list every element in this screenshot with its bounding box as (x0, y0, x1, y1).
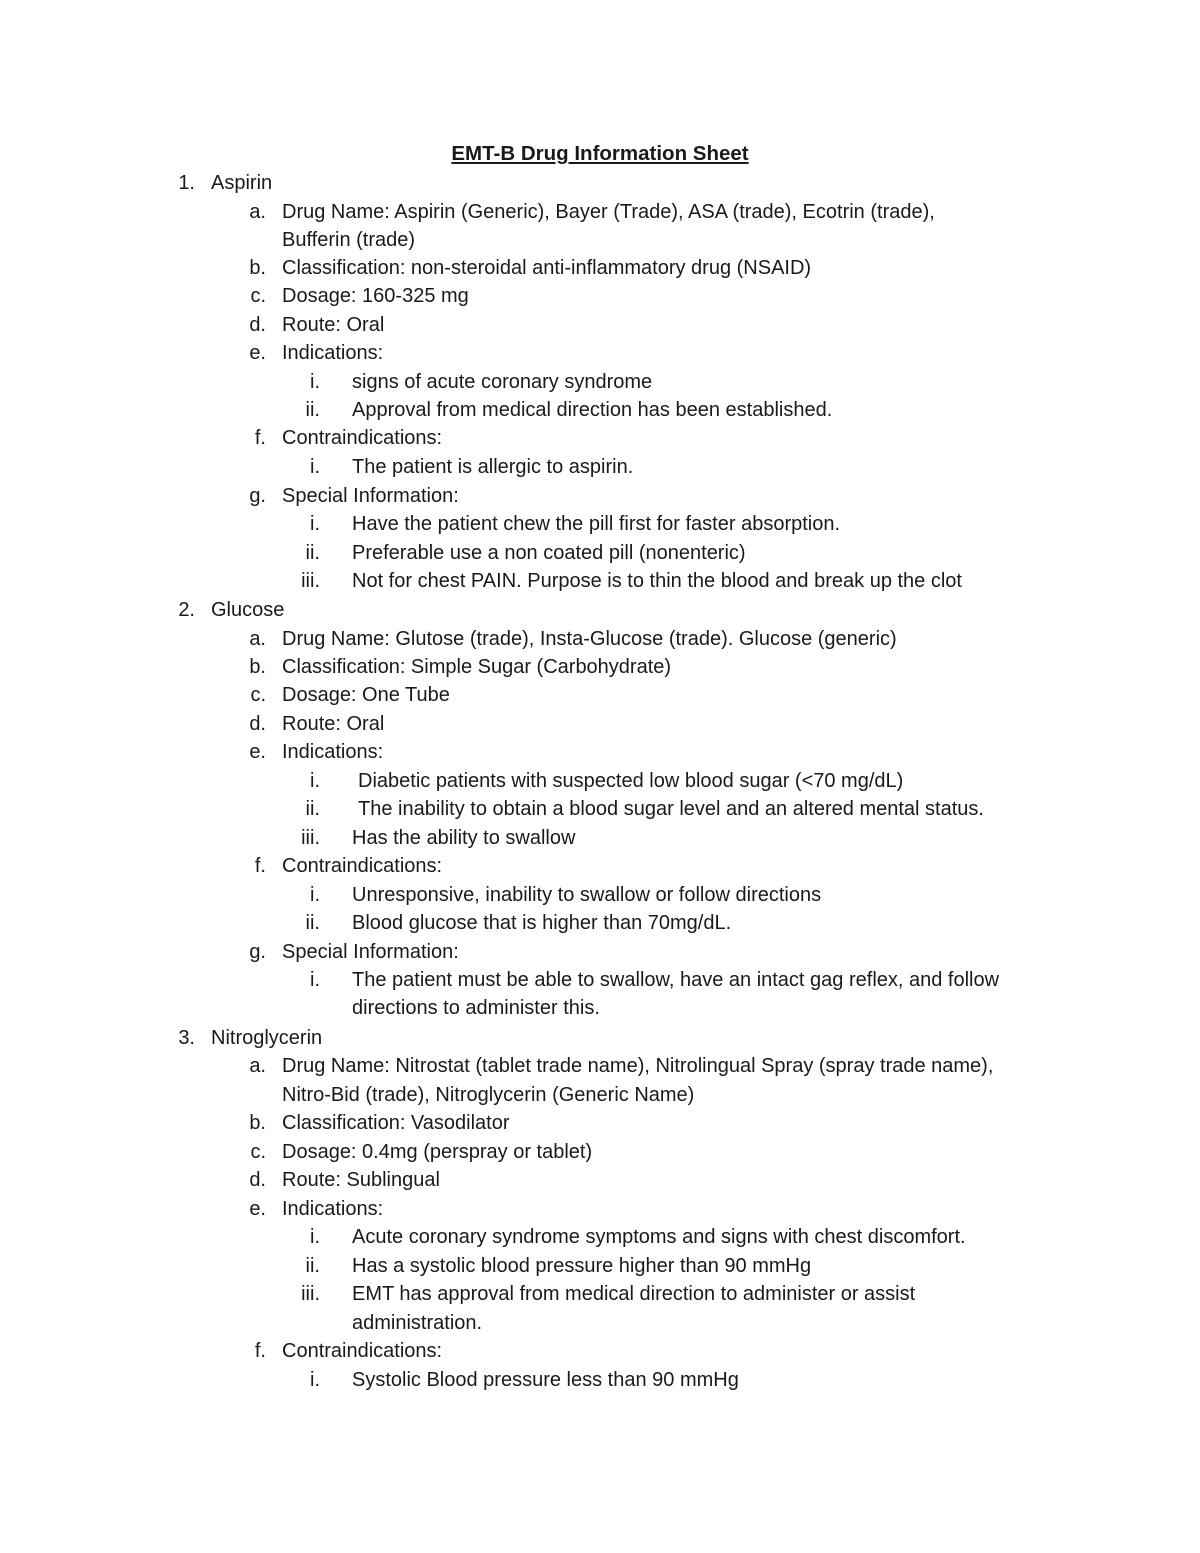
list-item-text: Contraindications: (282, 1340, 443, 1362)
list-item-text: Dosage: 0.4mg (perspray or tablet) (282, 1141, 593, 1163)
list-marker: i. (310, 513, 320, 535)
list-marker: a. (249, 628, 266, 650)
list-item-text: Route: Oral (282, 314, 385, 336)
sub-item-text: Preferable use a non coated pill (nonenteric) (352, 542, 746, 564)
list-marker: e. (249, 342, 266, 364)
list-item-text: Indications: (282, 741, 384, 763)
list-marker: f. (254, 427, 266, 449)
list-marker: a. (249, 201, 266, 223)
list-item-text: Dosage: One Tube (282, 684, 450, 706)
page-title: EMT-B Drug Information Sheet (451, 142, 749, 165)
list-marker: ii. (305, 542, 320, 564)
list-marker: i. (310, 1369, 320, 1391)
list-marker: i. (310, 371, 320, 393)
list-marker: f. (254, 1340, 266, 1362)
list-item-text: Drug Name: Nitrostat (tablet trade name), Nitrolingual Spray (spray trade name), (282, 1055, 994, 1077)
sub-item-text: Systolic Blood pressure less than 90 mmHg (352, 1369, 739, 1391)
list-item-text: Contraindications: (282, 427, 443, 449)
list-marker: i. (310, 969, 320, 991)
list-marker: 3. (178, 1027, 195, 1049)
list-marker: d. (249, 1169, 266, 1191)
sub-item-text: Not for chest PAIN. Purpose is to thin the blood and break up the clot (352, 570, 962, 592)
sub-item-continuation: administration. (352, 1312, 483, 1334)
list-marker: ii. (305, 399, 320, 421)
list-marker: c. (250, 285, 266, 307)
sub-item-text: Diabetic patients with suspected low blood sugar (<70 mg/dL) (358, 770, 904, 792)
list-marker: d. (249, 314, 266, 336)
list-item-text: Drug Name: Aspirin (Generic), Bayer (Trade), ASA (trade), Ecotrin (trade), (282, 201, 935, 223)
list-item-text: Special Information: (282, 485, 459, 507)
sub-item-text: Acute coronary syndrome symptoms and signs with chest discomfort. (352, 1226, 966, 1248)
list-item-text: Indications: (282, 1198, 384, 1220)
list-marker: g. (249, 485, 266, 507)
list-item-text: Drug Name: Glutose (trade), Insta-Glucose (trade). Glucose (generic) (282, 628, 897, 650)
list-item-continuation: Nitro-Bid (trade), Nitroglycerin (Generic Name) (282, 1084, 695, 1106)
list-marker: d. (249, 713, 266, 735)
sub-item-text: Has a systolic blood pressure higher than 90 mmHg (352, 1255, 812, 1277)
list-marker: i. (310, 884, 320, 906)
list-item-text: Dosage: 160-325 mg (282, 285, 469, 307)
drug-name: Glucose (211, 599, 285, 621)
sub-item-text: Has the ability to swallow (352, 827, 576, 849)
list-item-text: Contraindications: (282, 855, 443, 877)
sub-item-text: Unresponsive, inability to swallow or follow directions (352, 884, 822, 906)
list-item-text: Classification: non-steroidal anti-inflammatory drug (NSAID) (282, 257, 812, 279)
list-marker: ii. (305, 798, 320, 820)
list-marker: ii. (305, 912, 320, 934)
list-marker: e. (249, 1198, 266, 1220)
sub-item-text: Have the patient chew the pill first for faster absorption. (352, 513, 841, 535)
list-marker: 2. (178, 599, 195, 621)
list-item-text: Indications: (282, 342, 384, 364)
list-item-text: Route: Oral (282, 713, 385, 735)
list-marker: 1. (178, 172, 195, 194)
list-marker: iii. (301, 827, 320, 849)
list-marker: b. (249, 1112, 266, 1134)
list-item-continuation: Bufferin (trade) (282, 229, 416, 251)
list-marker: c. (250, 684, 266, 706)
list-item-text: Classification: Simple Sugar (Carbohydrate) (282, 656, 672, 678)
list-marker: ii. (305, 1255, 320, 1277)
drug-name: Aspirin (211, 172, 273, 194)
list-marker: iii. (301, 570, 320, 592)
sub-item-text: Approval from medical direction has been established. (352, 399, 833, 421)
list-item-text: Classification: Vasodilator (282, 1112, 510, 1134)
sub-item-text: The patient is allergic to aspirin. (352, 456, 634, 478)
list-marker: b. (249, 656, 266, 678)
sub-item-text: EMT has approval from medical direction to administer or assist (352, 1283, 916, 1305)
sub-item-text: The inability to obtain a blood sugar level and an altered mental status. (358, 798, 984, 820)
list-item-text: Special Information: (282, 941, 459, 963)
list-marker: c. (250, 1141, 266, 1163)
list-item-text: Route: Sublingual (282, 1169, 440, 1191)
drug-name: Nitroglycerin (211, 1027, 323, 1049)
list-marker: i. (310, 456, 320, 478)
list-marker: a. (249, 1055, 266, 1077)
list-marker: g. (249, 941, 266, 963)
list-marker: iii. (301, 1283, 320, 1305)
list-marker: b. (249, 257, 266, 279)
list-marker: e. (249, 741, 266, 763)
list-marker: f. (254, 855, 266, 877)
list-marker: i. (310, 770, 320, 792)
list-marker: i. (310, 1226, 320, 1248)
sub-item-text: Blood glucose that is higher than 70mg/dL. (352, 912, 732, 934)
sub-item-text: The patient must be able to swallow, have an intact gag reflex, and follow (352, 969, 1000, 991)
sub-item-text: signs of acute coronary syndrome (352, 371, 653, 393)
sub-item-continuation: directions to administer this. (352, 997, 600, 1019)
